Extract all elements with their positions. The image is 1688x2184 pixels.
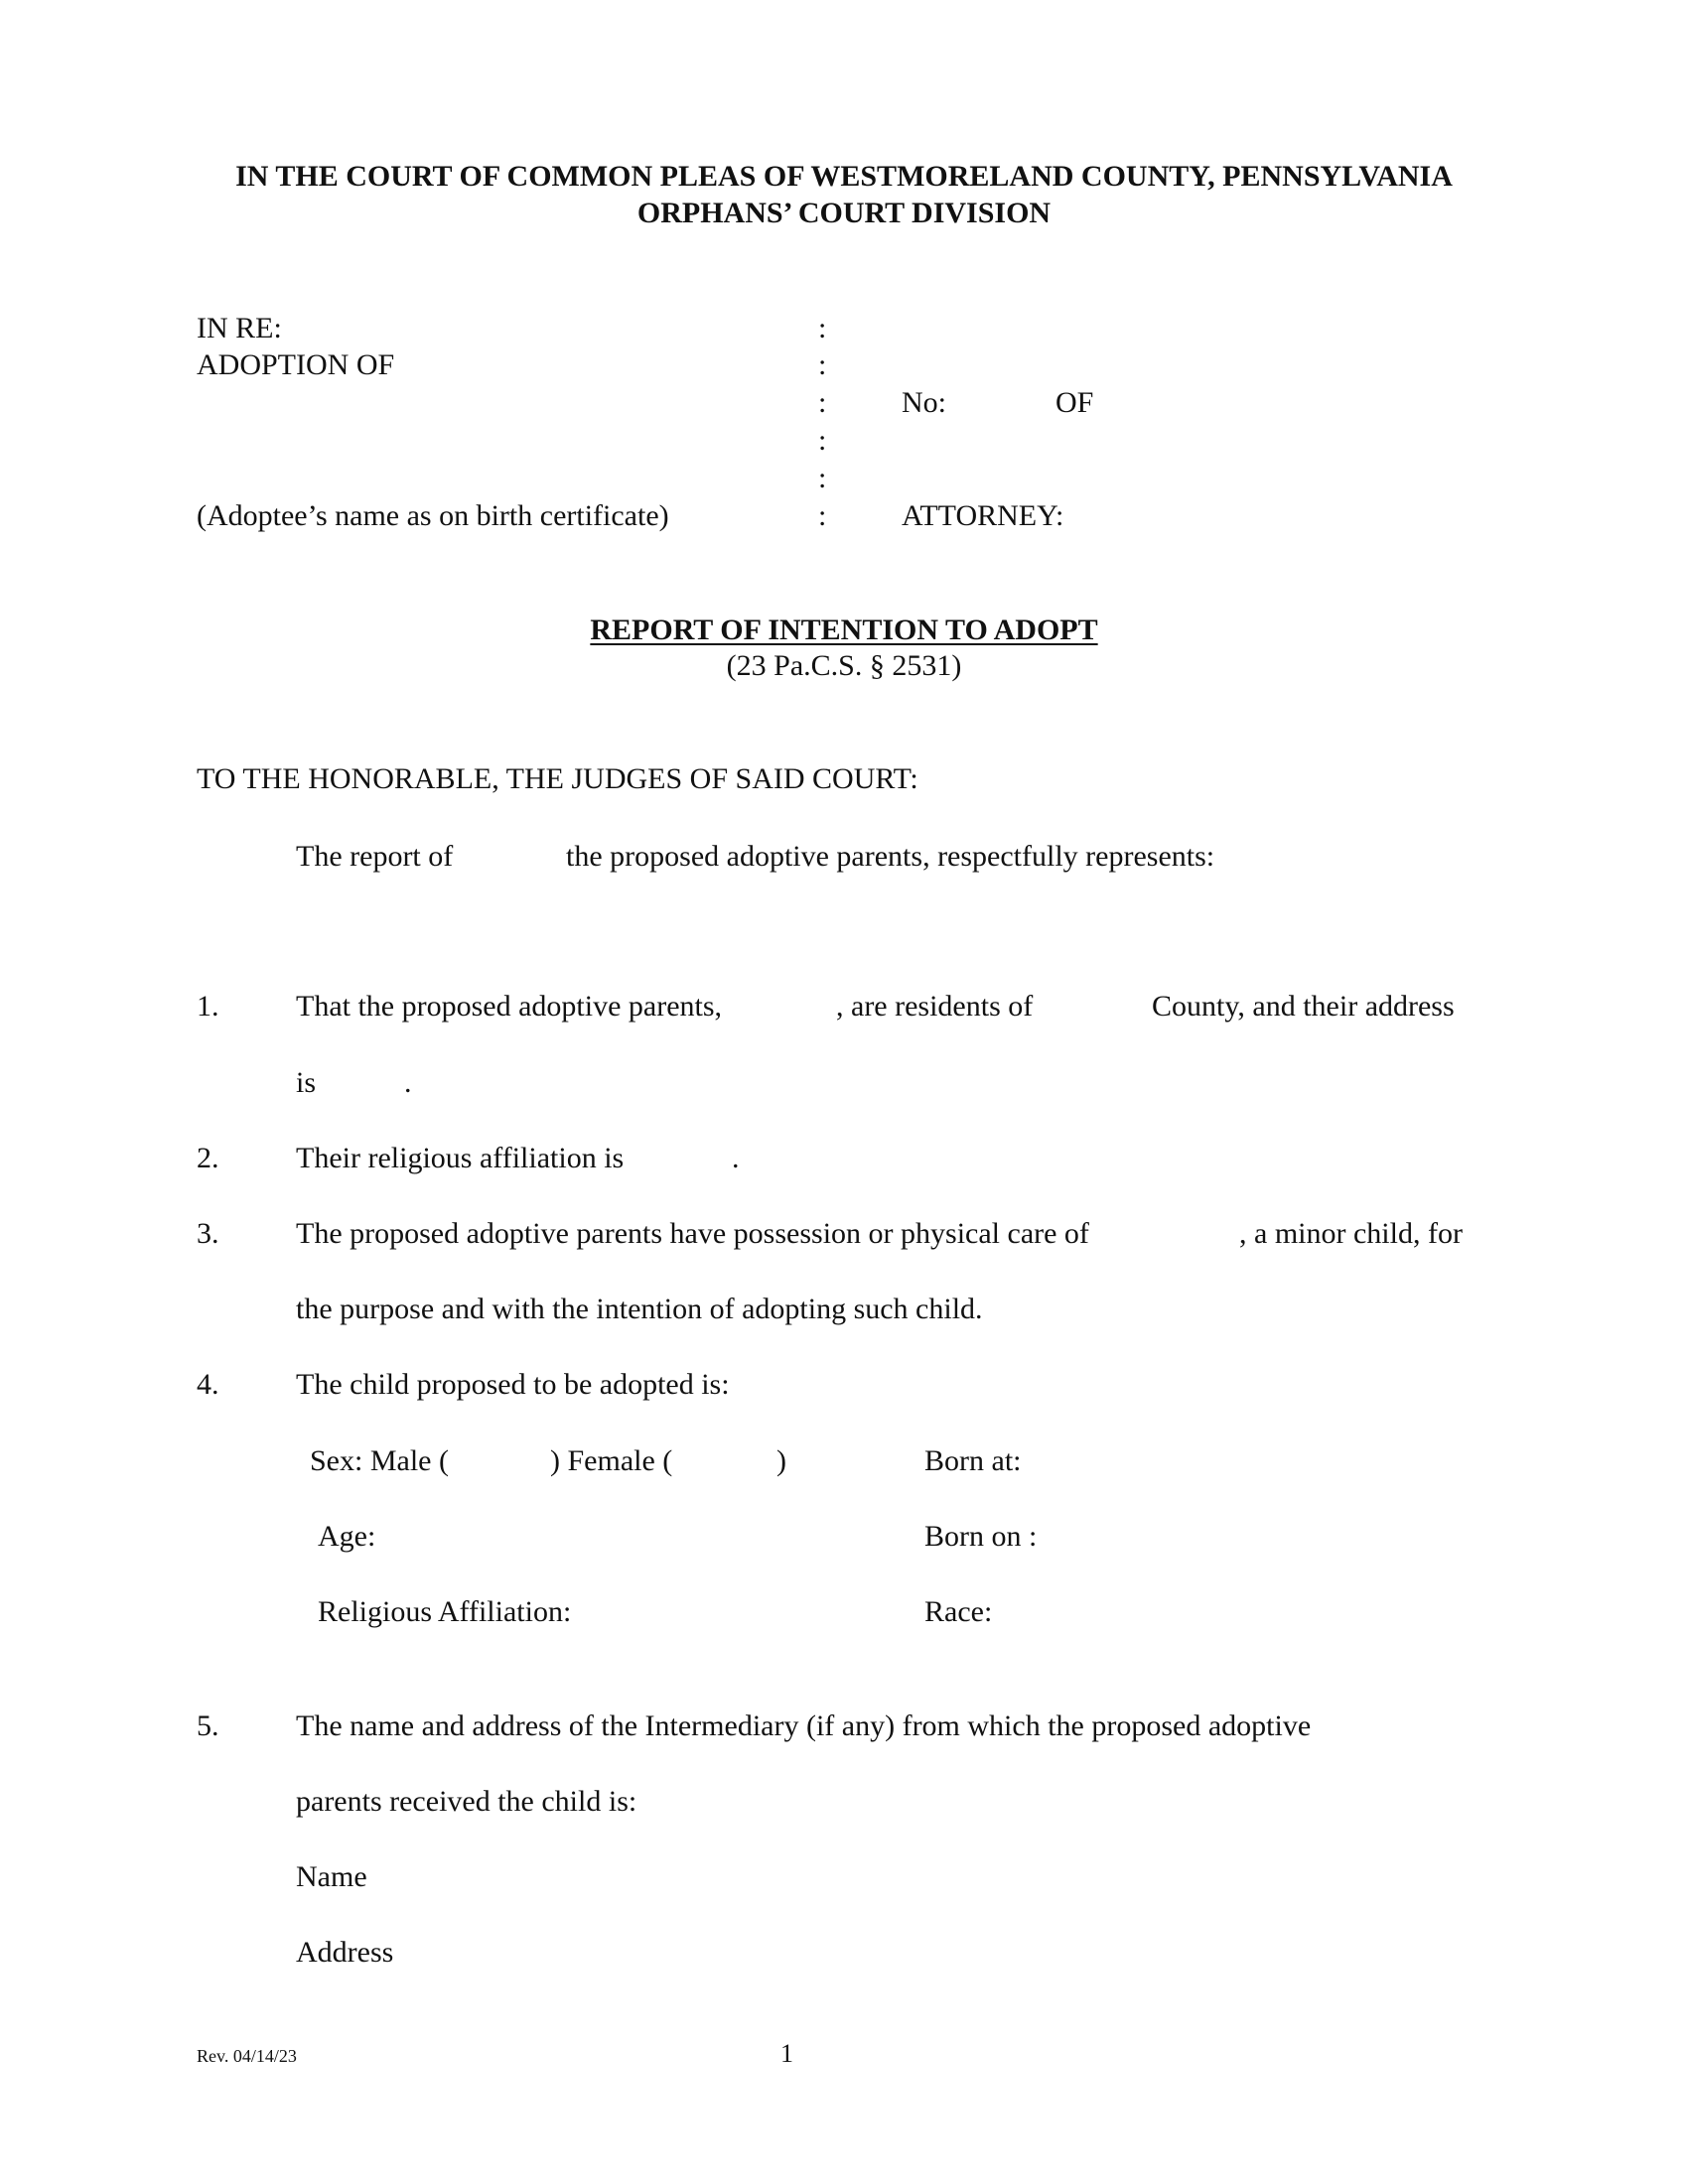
item-1-text-b: , are residents of [836, 990, 1034, 1023]
item-1-text-e: . [404, 1066, 412, 1099]
item-3-text-c: the purpose and with the intention of adopting such child. [296, 1293, 983, 1325]
caption-colon: : [818, 462, 827, 494]
religious-affiliation-label: Religious Affiliation: [318, 1595, 572, 1628]
revision-date: Rev. 04/14/23 [197, 2046, 297, 2066]
sex-male-label: Sex: Male ( [310, 1444, 449, 1477]
item-5-text-a: The name and address of the Intermediary (if any) from which the proposed adoptive [296, 1709, 1312, 1742]
sex-close-paren: ) [776, 1444, 786, 1477]
case-year-of-label: OF [1055, 386, 1094, 419]
item-4-text-a: The child proposed to be adopted is: [296, 1368, 730, 1401]
intro-part2: the proposed adoptive parents, respectfully represents: [566, 840, 1215, 873]
document-title-text: REPORT OF INTENTION TO ADOPT [590, 614, 1098, 646]
race-label: Race: [924, 1595, 993, 1628]
salutation: TO THE HONORABLE, THE JUDGES OF SAID COURT: [197, 762, 918, 795]
age-label: Age: [318, 1520, 376, 1553]
court-header-line1: IN THE COURT OF COMMON PLEAS OF WESTMORELAND COUNTY, PENNSYLVANIA [235, 160, 1453, 193]
item-3-text-b: , a minor child, for [1239, 1217, 1463, 1250]
item-3-number: 3. [197, 1217, 219, 1250]
intro-part1: The report of [296, 840, 454, 873]
item-3-text-a: The proposed adoptive parents have possession or physical care of [296, 1217, 1089, 1250]
item-1-number: 1. [197, 990, 219, 1023]
page-number: 1 [780, 2039, 793, 2068]
item-1-text-d: is [296, 1066, 317, 1099]
document-title [0, 615, 1688, 645]
attorney-label: ATTORNEY: [902, 499, 1064, 532]
adoptee-name-note: (Adoptee’s name as on birth certificate) [197, 499, 669, 532]
item-5-number: 5. [197, 1709, 219, 1742]
item-4-number: 4. [197, 1368, 219, 1401]
sex-female-label: ) Female ( [550, 1444, 673, 1477]
caption-colon: : [818, 312, 827, 344]
adoption-of-label: ADOPTION OF [197, 348, 395, 381]
court-header-line2: ORPHANS’ COURT DIVISION [636, 197, 1052, 229]
caption-colon: : [818, 348, 827, 381]
intermediary-address-label: Address [296, 1936, 394, 1969]
intermediary-name-label: Name [296, 1860, 367, 1893]
born-at-label: Born at: [924, 1444, 1022, 1477]
case-number-label: No: [902, 386, 946, 419]
caption-colon: : [818, 499, 827, 532]
in-re-label: IN RE: [197, 312, 282, 344]
item-1-text-a: That the proposed adoptive parents, [296, 990, 723, 1023]
caption-colon: : [818, 386, 827, 419]
item-2-text-b: . [732, 1142, 740, 1174]
item-2-text-a: Their religious affiliation is [296, 1142, 625, 1174]
item-1-text-c: County, and their address [1152, 990, 1455, 1023]
caption-colon: : [818, 424, 827, 457]
statute-citation: (23 Pa.C.S. § 2531) [726, 649, 962, 682]
item-5-text-b: parents received the child is: [296, 1785, 637, 1818]
item-2-number: 2. [197, 1142, 219, 1174]
born-on-label: Born on : [924, 1520, 1038, 1553]
